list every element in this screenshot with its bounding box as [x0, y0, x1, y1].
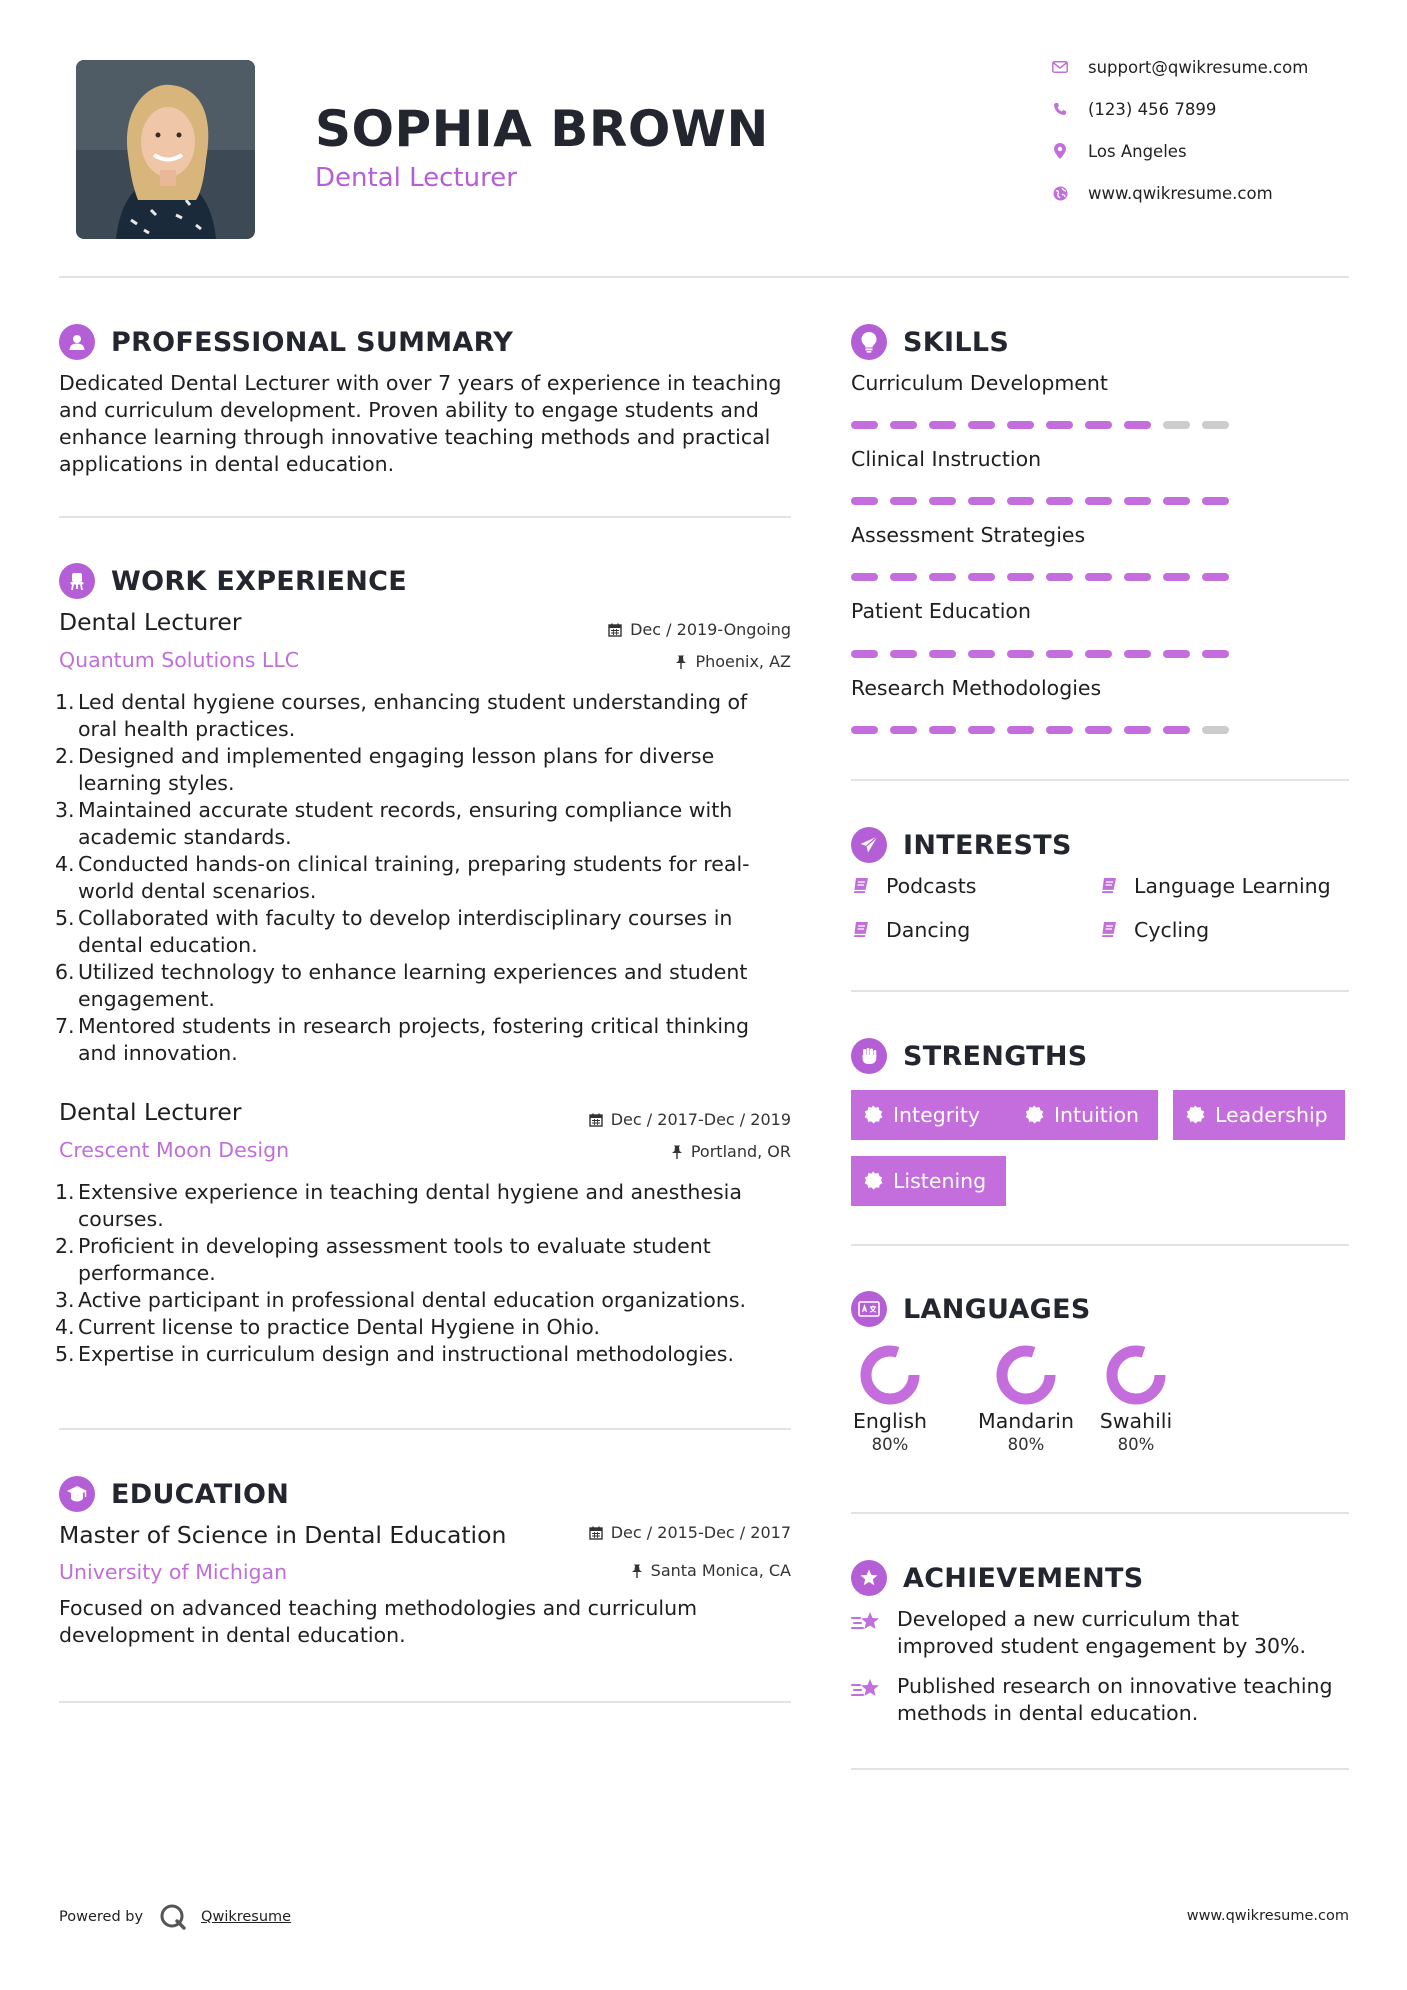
skill-dash [1163, 726, 1190, 734]
education-location-text: Santa Monica, CA [650, 1561, 791, 1580]
list-item: 1. Led dental hygiene courses, enhancing student understanding of oral health practices. [55, 690, 748, 741]
language-item [1081, 1345, 1191, 1454]
contact-location [1050, 141, 1187, 161]
candidate-role: Dental Lecturer [315, 163, 517, 193]
skills-title: SKILLS [903, 326, 1010, 358]
contact-email-text: support@qwikresume.com [1088, 57, 1309, 77]
contact-location-text: Los Angeles [1088, 141, 1187, 161]
job-2-date [589, 1110, 791, 1129]
strengths-title: STRENGTHS [903, 1040, 1088, 1072]
list-item: 6. Utilized technology to enhance learning experiences and student engagement. [55, 960, 748, 1011]
badge-icon [1185, 1105, 1205, 1125]
badge-icon [863, 1105, 883, 1125]
contact-email[interactable] [1050, 57, 1308, 77]
list-item: 5. Collaborated with faculty to develop interdisciplinary courses in dental education. [55, 906, 733, 957]
envelope-icon [1050, 57, 1070, 77]
skill-dash [851, 497, 878, 505]
list-item: 4. Conducted hands-on clinical training, preparing students for real- world dental scenarios. [55, 852, 750, 903]
contact-phone[interactable] [1050, 99, 1216, 119]
job-1-date-text: Dec / 2019-Ongoing [630, 620, 791, 639]
language-name: Mandarin [978, 1409, 1074, 1433]
skill-dash [1007, 650, 1034, 658]
profile-photo [76, 60, 255, 239]
skill-dash [1007, 726, 1034, 734]
language-card-icon [851, 1291, 887, 1327]
skill-dash [929, 573, 956, 581]
skill-dash [1163, 650, 1190, 658]
skill-dash [1202, 421, 1229, 429]
education-divider [59, 1701, 791, 1703]
education-line: development in dental education. [59, 1623, 406, 1647]
languages-title: LANGUAGES [903, 1293, 1091, 1325]
brand-link[interactable]: Qwikresume [201, 1909, 292, 1925]
strength-tag: Leadership [1173, 1090, 1345, 1140]
interest-item: Dancing [851, 918, 970, 942]
phone-icon [1050, 99, 1070, 119]
education-date-text: Dec / 2015-Dec / 2017 [610, 1523, 791, 1542]
strengths-heading [851, 1038, 1088, 1074]
powered-by-label: Powered by [59, 1909, 144, 1925]
list-item: 3. Maintained accurate student records, ensuring compliance with academic standards. [55, 798, 733, 849]
education-date [589, 1523, 791, 1542]
interest-item: Language Learning [1099, 874, 1331, 898]
education-degree: Master of Science in Dental Education [59, 1521, 507, 1549]
skill-dash [968, 726, 995, 734]
candidate-name: SOPHIA BROWN [315, 100, 769, 158]
job-2-location-text: Portland, OR [690, 1142, 791, 1161]
skill-dash [968, 421, 995, 429]
languages-divider [851, 1512, 1349, 1514]
job-2-date-text: Dec / 2017-Dec / 2019 [610, 1110, 791, 1129]
job-2-title: Dental Lecturer [59, 1098, 242, 1126]
summary-line: enhance learning through innovative teaching methods and practical [59, 425, 771, 449]
header-divider [59, 276, 1349, 278]
skill-dash [851, 573, 878, 581]
skill-dash [1124, 497, 1151, 505]
language-ring [971, 1345, 1081, 1405]
book-icon [1099, 876, 1119, 896]
achievements-divider [851, 1768, 1349, 1770]
language-name: English [852, 1409, 928, 1433]
language-ring [835, 1345, 945, 1405]
summary-title: PROFESSIONAL SUMMARY [111, 326, 514, 358]
skill-dash [890, 726, 917, 734]
experience-title: WORK EXPERIENCE [111, 565, 407, 597]
skill-dash [1163, 573, 1190, 581]
skill-dash [1007, 573, 1034, 581]
experience-divider [59, 1428, 791, 1430]
job-1-list [55, 689, 785, 1067]
skill-dash [851, 650, 878, 658]
pushpin-icon [671, 1145, 683, 1159]
language-item [835, 1345, 945, 1454]
experience-heading [59, 563, 407, 599]
contact-website[interactable] [1050, 183, 1273, 203]
chair-icon [59, 563, 95, 599]
language-percent: 80% [1117, 1435, 1155, 1454]
interest-item: Cycling [1099, 918, 1209, 942]
skill-dash [1085, 497, 1112, 505]
skill-dash [890, 421, 917, 429]
skill-dash [929, 726, 956, 734]
skill-dash [1046, 650, 1073, 658]
skill-dash [890, 497, 917, 505]
job-1-date [608, 620, 791, 639]
interests-heading [851, 827, 1072, 863]
skill-dash [968, 497, 995, 505]
languages-heading [851, 1291, 1091, 1327]
strength-tag: Listening [851, 1156, 1006, 1206]
calendar-icon [589, 1526, 603, 1540]
skill-dash [1046, 421, 1073, 429]
skill-dash [968, 650, 995, 658]
job-1-location [675, 652, 791, 671]
achievement-item: Developed a new curriculum that improved student engagement by 30%. [851, 1606, 1371, 1660]
skill-dash [1202, 650, 1229, 658]
summary-heading [59, 324, 513, 360]
education-heading [59, 1476, 289, 1512]
map-pin-icon [1050, 141, 1070, 161]
skill-dash [851, 726, 878, 734]
skill-dash [1124, 650, 1151, 658]
summary-line: and curriculum development. Proven ability to engage students and [59, 398, 759, 422]
list-item: 1. Extensive experience in teaching dental hygiene and anesthesia courses. [55, 1180, 742, 1231]
job-1-company: Quantum Solutions LLC [59, 648, 300, 672]
globe-icon [1050, 183, 1070, 203]
award-star-icon [851, 1560, 887, 1596]
summary-text [59, 370, 799, 478]
job-2-company: Crescent Moon Design [59, 1138, 290, 1162]
language-percent: 80% [1007, 1435, 1045, 1454]
user-icon [59, 324, 95, 360]
education-line: Focused on advanced teaching methodologies and curriculum [59, 1596, 698, 1620]
skill-dash [1202, 573, 1229, 581]
pushpin-icon [631, 1564, 643, 1578]
education-school: University of Michigan [59, 1560, 288, 1584]
job-2-list [55, 1179, 785, 1368]
list-item: 4. Current license to practice Dental Hygiene in Ohio. [55, 1315, 601, 1339]
skill-dash [1124, 726, 1151, 734]
skill-dash [1046, 726, 1073, 734]
contact-phone-text: (123) 456 7899 [1088, 99, 1217, 119]
book-icon [851, 876, 871, 896]
education-location [631, 1561, 791, 1580]
skill-dash [1085, 726, 1112, 734]
strength-tag: Integrity [851, 1090, 1012, 1140]
skill-name: Patient Education [851, 599, 1031, 623]
contact-website-text: www.qwikresume.com [1088, 183, 1273, 203]
skill-dash [929, 421, 956, 429]
education-title: EDUCATION [111, 1478, 290, 1510]
job-2-location [671, 1142, 791, 1161]
skill-dash [1124, 421, 1151, 429]
book-icon [1099, 920, 1119, 940]
skill-dash [890, 573, 917, 581]
education-description [59, 1595, 799, 1649]
summary-divider [59, 516, 791, 518]
skill-name: Clinical Instruction [851, 447, 1042, 471]
paper-plane-icon [851, 827, 887, 863]
achievement-item: Published research on innovative teaching methods in dental education. [851, 1673, 1371, 1727]
skill-dash [1046, 573, 1073, 581]
list-item: 3. Active participant in professional dental education organizations. [55, 1288, 747, 1312]
skills-divider [851, 779, 1349, 781]
list-item: 2. Proficient in developing assessment tools to evaluate student performance. [55, 1234, 711, 1285]
language-item [971, 1345, 1081, 1454]
badge-icon [1024, 1105, 1044, 1125]
strength-tag: Intuition [1012, 1090, 1158, 1140]
language-ring [1081, 1345, 1191, 1405]
shooting-star-icon [851, 1609, 883, 1635]
skill-dash [1163, 421, 1190, 429]
skill-dash [1163, 497, 1190, 505]
language-name: Swahili [1099, 1409, 1173, 1433]
job-1-title: Dental Lecturer [59, 608, 242, 636]
achievements-title: ACHIEVEMENTS [903, 1562, 1144, 1594]
skill-dash [1046, 497, 1073, 505]
shooting-star-icon [851, 1676, 883, 1702]
skill-dash [1202, 726, 1229, 734]
skill-name: Assessment Strategies [851, 523, 1086, 547]
summary-line: applications in dental education. [59, 452, 395, 476]
lightbulb-icon [851, 324, 887, 360]
interests-title: INTERESTS [903, 829, 1072, 861]
calendar-icon [608, 623, 622, 637]
strengths-divider [851, 1244, 1349, 1246]
language-percent: 80% [871, 1435, 909, 1454]
list-item: 7. Mentored students in research projects, fostering critical thinking and innovation. [55, 1014, 750, 1065]
job-1-location-text: Phoenix, AZ [695, 652, 791, 671]
skill-dash [1007, 421, 1034, 429]
skill-dash [1085, 421, 1112, 429]
skill-dash [1007, 497, 1034, 505]
list-item: 2. Designed and implemented engaging lesson plans for diverse learning styles. [55, 744, 715, 795]
book-icon [851, 920, 871, 940]
skill-dash [851, 421, 878, 429]
pushpin-icon [675, 655, 687, 669]
skill-dash [929, 650, 956, 658]
interest-item: Podcasts [851, 874, 976, 898]
skill-dash [929, 497, 956, 505]
badge-icon [863, 1171, 883, 1191]
skill-name: Research Methodologies [851, 676, 1102, 700]
list-item: 5. Expertise in curriculum design and instructional methodologies. [55, 1342, 734, 1366]
summary-line: Dedicated Dental Lecturer with over 7 years of experience in teaching [59, 371, 782, 395]
skill-dash [968, 573, 995, 581]
footer-powered-by [59, 1903, 291, 1931]
interests-divider [851, 990, 1349, 992]
fist-icon [851, 1038, 887, 1074]
skill-dash [890, 650, 917, 658]
graduation-cap-icon [59, 1476, 95, 1512]
calendar-icon [589, 1113, 603, 1127]
achievements-heading [851, 1560, 1144, 1596]
qwikresume-logo-icon [159, 1903, 187, 1931]
skill-dash [1085, 650, 1112, 658]
skill-dash [1124, 573, 1151, 581]
skill-dash [1085, 573, 1112, 581]
skills-heading [851, 324, 1009, 360]
skill-name: Curriculum Development [851, 371, 1108, 395]
footer-website[interactable]: www.qwikresume.com [1186, 1908, 1349, 1924]
skill-dash [1202, 497, 1229, 505]
